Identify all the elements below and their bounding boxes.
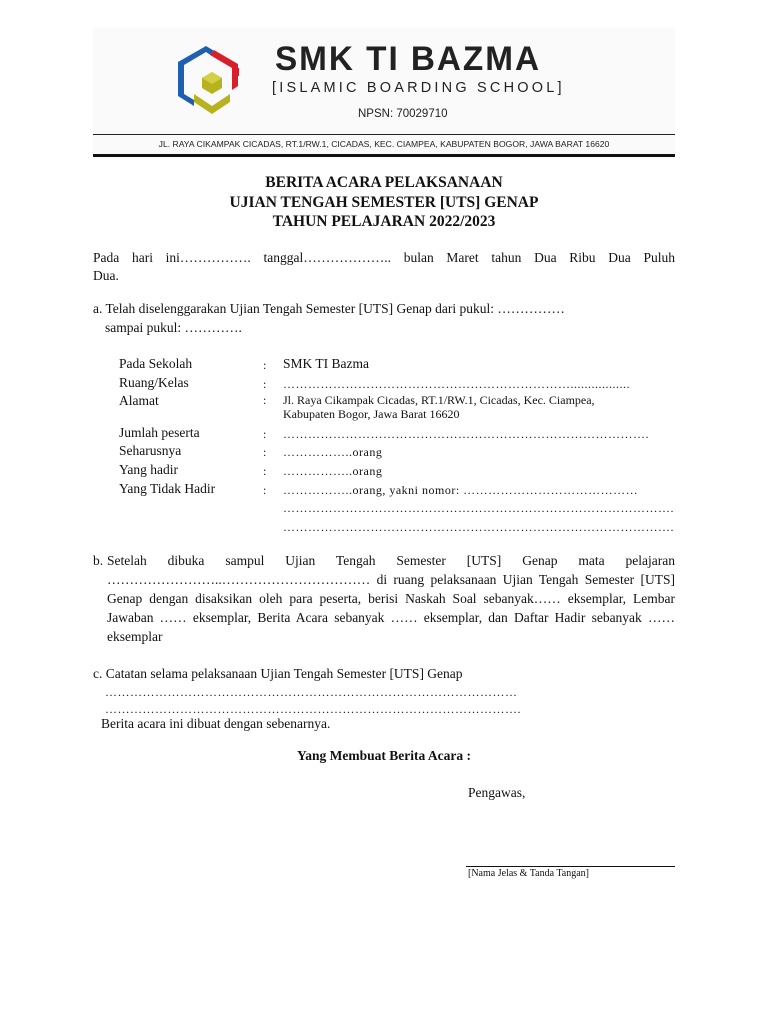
detail-value-absent: ……………..orang, yakni nomor: ……………………………………	[283, 483, 639, 497]
detail-label-absent: Yang Tidak Hadir	[119, 481, 216, 496]
detail-label-expected: Seharusnya	[119, 443, 182, 458]
section-a-line2: sampai pukul: ………….	[105, 320, 242, 335]
detail-label-address: Alamat	[119, 393, 159, 408]
section-c-line3: ……………………………………………………………………………………….	[105, 702, 521, 716]
section-c-line2: ………………………………………………………………………………………	[105, 685, 518, 699]
detail-value-school: SMK TI Bazma	[283, 356, 369, 371]
detail-value-room: …………………………………………………………….................	[283, 377, 630, 391]
section-c-closing: Berita acara ini dibuat dengan sebenarnya.	[101, 716, 331, 731]
school-npsn: NPSN: 70029710	[358, 108, 448, 120]
intro-line1: Pada hari ini……………. tanggal……………….. bulan Maret tahun Dua Ribu Dua Puluh	[93, 250, 675, 265]
doc-title-line2: UJIAN TENGAH SEMESTER [UTS] GENAP	[229, 194, 539, 211]
school-name: SMK TI BAZMA	[275, 40, 541, 78]
detail-colon: :	[263, 445, 267, 459]
header-divider-thick	[93, 154, 675, 157]
detail-colon: :	[263, 358, 267, 372]
detail-colon: :	[263, 483, 267, 497]
detail-extra-line: ………………………………………………………………………………….	[283, 520, 674, 534]
doc-title-line1: BERITA ACARA PELAKSANAAN	[265, 174, 503, 191]
detail-label-room: Ruang/Kelas	[119, 375, 189, 390]
signature-line	[466, 866, 675, 867]
detail-extra-line: ………………………………………………………………………………….	[283, 501, 674, 515]
detail-colon: :	[263, 393, 267, 407]
detail-label-school: Pada Sekolah	[119, 356, 193, 371]
detail-value-present: ……………..orang	[283, 464, 383, 478]
detail-colon: :	[263, 377, 267, 391]
school-logo-icon	[172, 40, 252, 124]
detail-value-address: Jl. Raya Cikampak Cicadas, RT.1/RW.1, Cicadas, Kec. Ciampea,	[283, 393, 595, 407]
detail-value-participants: …………………………………………………………………………….	[283, 427, 649, 441]
section-a-line1: a. Telah diselenggarakan Ujian Tengah Semester [UTS] Genap dari pukul: ……………	[93, 301, 565, 316]
doc-title-line3: TAHUN PELAJARAN 2022/2023	[272, 213, 496, 230]
school-address: JL. RAYA CIKAMPAK CICADAS, RT.1/RW.1, CICADAS, KEC. CIAMPEA, KABUPATEN BOGOR, JAWA BARAT 16620	[158, 139, 610, 149]
section-c-line1: c. Catatan selama pelaksanaan Ujian Tengah Semester [UTS] Genap	[93, 666, 463, 681]
detail-colon: :	[263, 464, 267, 478]
section-b-prefix: b.	[93, 553, 104, 568]
signature-caption: [Nama Jelas & Tanda Tangan]	[468, 868, 589, 879]
header-divider-thin	[93, 134, 675, 135]
detail-colon: :	[263, 427, 267, 441]
signature-role: Pengawas,	[468, 785, 526, 800]
detail-label-present: Yang hadir	[119, 462, 179, 477]
signature-heading: Yang Membuat Berita Acara :	[297, 748, 471, 763]
intro-line2: Dua.	[93, 268, 119, 283]
section-b-text: Setelah dibuka sampul Ujian Tengah Semester [UTS] Genap mata pelajaran ……………………..…………………………… di ruang pelaksanaan Ujian Tengah Semester [UTS] Genap dengan disaksikan oleh para peserta, berisi Naskah Soal sebanyak…… eksemplar, Lembar Jawaban …… eksemplar, Berita Acara sebanyak …… eksemplar, dan Daftar Hadir sebanyak …… eksemplar	[107, 553, 675, 644]
school-subtitle: [ISLAMIC BOARDING SCHOOL]	[272, 80, 565, 96]
detail-label-participants: Jumlah peserta	[119, 425, 200, 440]
detail-value-address-line2: Kabupaten Bogor, Jawa Barat 16620	[283, 407, 460, 421]
detail-value-expected: ……………..orang	[283, 445, 383, 459]
